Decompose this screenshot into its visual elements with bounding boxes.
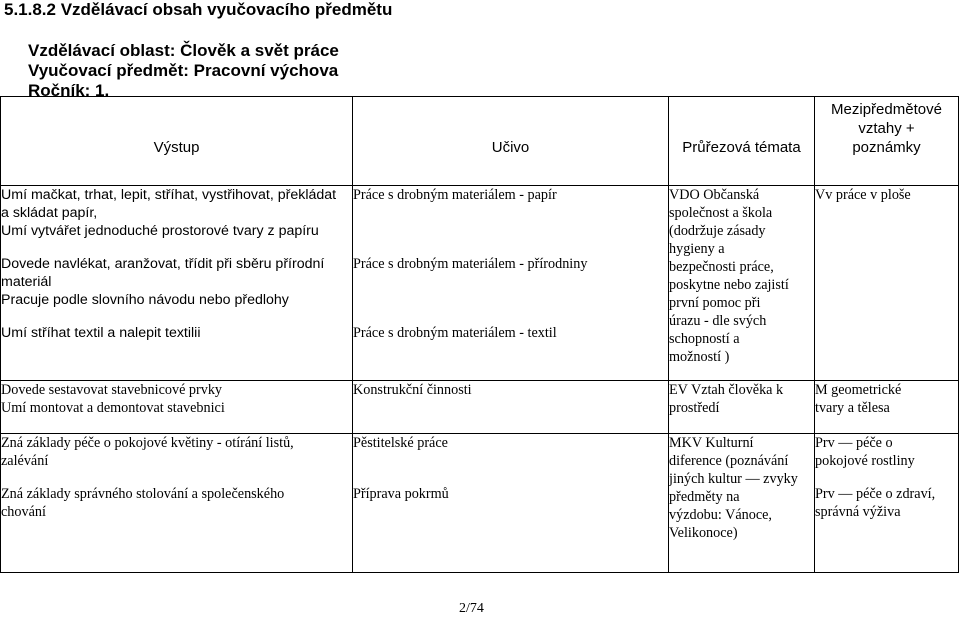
cell-curriculum: Pěstitelské práce Příprava pokrmů [353,434,669,573]
cell-cross-topics: VDO Občanská společnost a škola (dodržuje zásady hygieny a bezpečnosti práce, poskytne nebo zajistí první pomoc při úrazu - dle svých schopností a možností ) [669,186,815,381]
subject-meta [28,41,339,101]
cell-inter-subject: Vv práce v ploše [815,186,959,381]
cell-output: Dovede sestavovat stavebnicové prvky Umí montovat a demontovat stavebnici [1,381,353,434]
cell-cross-topics: EV Vztah člověka k prostředí [669,381,815,434]
cell-output: Umí mačkat, trhat, lepit, stříhat, vystřihovat, překládat a skládat papír, Umí vytvářet jednoduché prostorové tvary z papíru Dovede navlékat, aranžovat, třídit při sběru přírodní materiál Pracuje podle slovního návodu nebo předlohy Umí stříhat textil a nalepit textilii [1,186,353,381]
cell-curriculum: Práce s drobným materiálem - papír Práce s drobným materiálem - přírodniny Práce s drobným materiálem - textil [353,186,669,381]
cell-output: Zná základy péče o pokojové květiny - otírání listů, zalévání Zná základy správného stolování a společenského chování [1,434,353,573]
grade: Ročník: 1. [28,81,110,100]
cell-cross-topics: MKV Kulturní diference (poznávání jiných kultur — zvyky předměty na výzdobu: Vánoce, Velikonoce) [669,434,815,573]
header-curriculum: Učivo [353,97,669,186]
cell-curriculum: Konstrukční činnosti [353,381,669,434]
subject-name: Vyučovací předmět: Pracovní výchova [28,61,339,80]
cell-inter-subject: Prv — péče o pokojové rostliny Prv — péče o zdraví, správná výživa [815,434,959,573]
section-heading: 5.1.8.2 Vzdělávací obsah vyučovacího předmětu [4,0,393,19]
table-row [1,186,959,381]
table-row [1,381,959,434]
cell-inter-subject: M geometrické tvary a tělesa [815,381,959,434]
header-inter-subject: Mezipředmětové vztahy + poznámky [815,97,959,186]
curriculum-table [0,96,959,573]
page-number: 2/74 [459,601,484,616]
table-row [1,434,959,573]
table-header-row [1,97,959,186]
header-cross-topics: Průřezová témata [669,97,815,186]
educational-area: Vzdělávací oblast: Člověk a svět práce [28,41,339,60]
header-output: Výstup [1,97,353,186]
